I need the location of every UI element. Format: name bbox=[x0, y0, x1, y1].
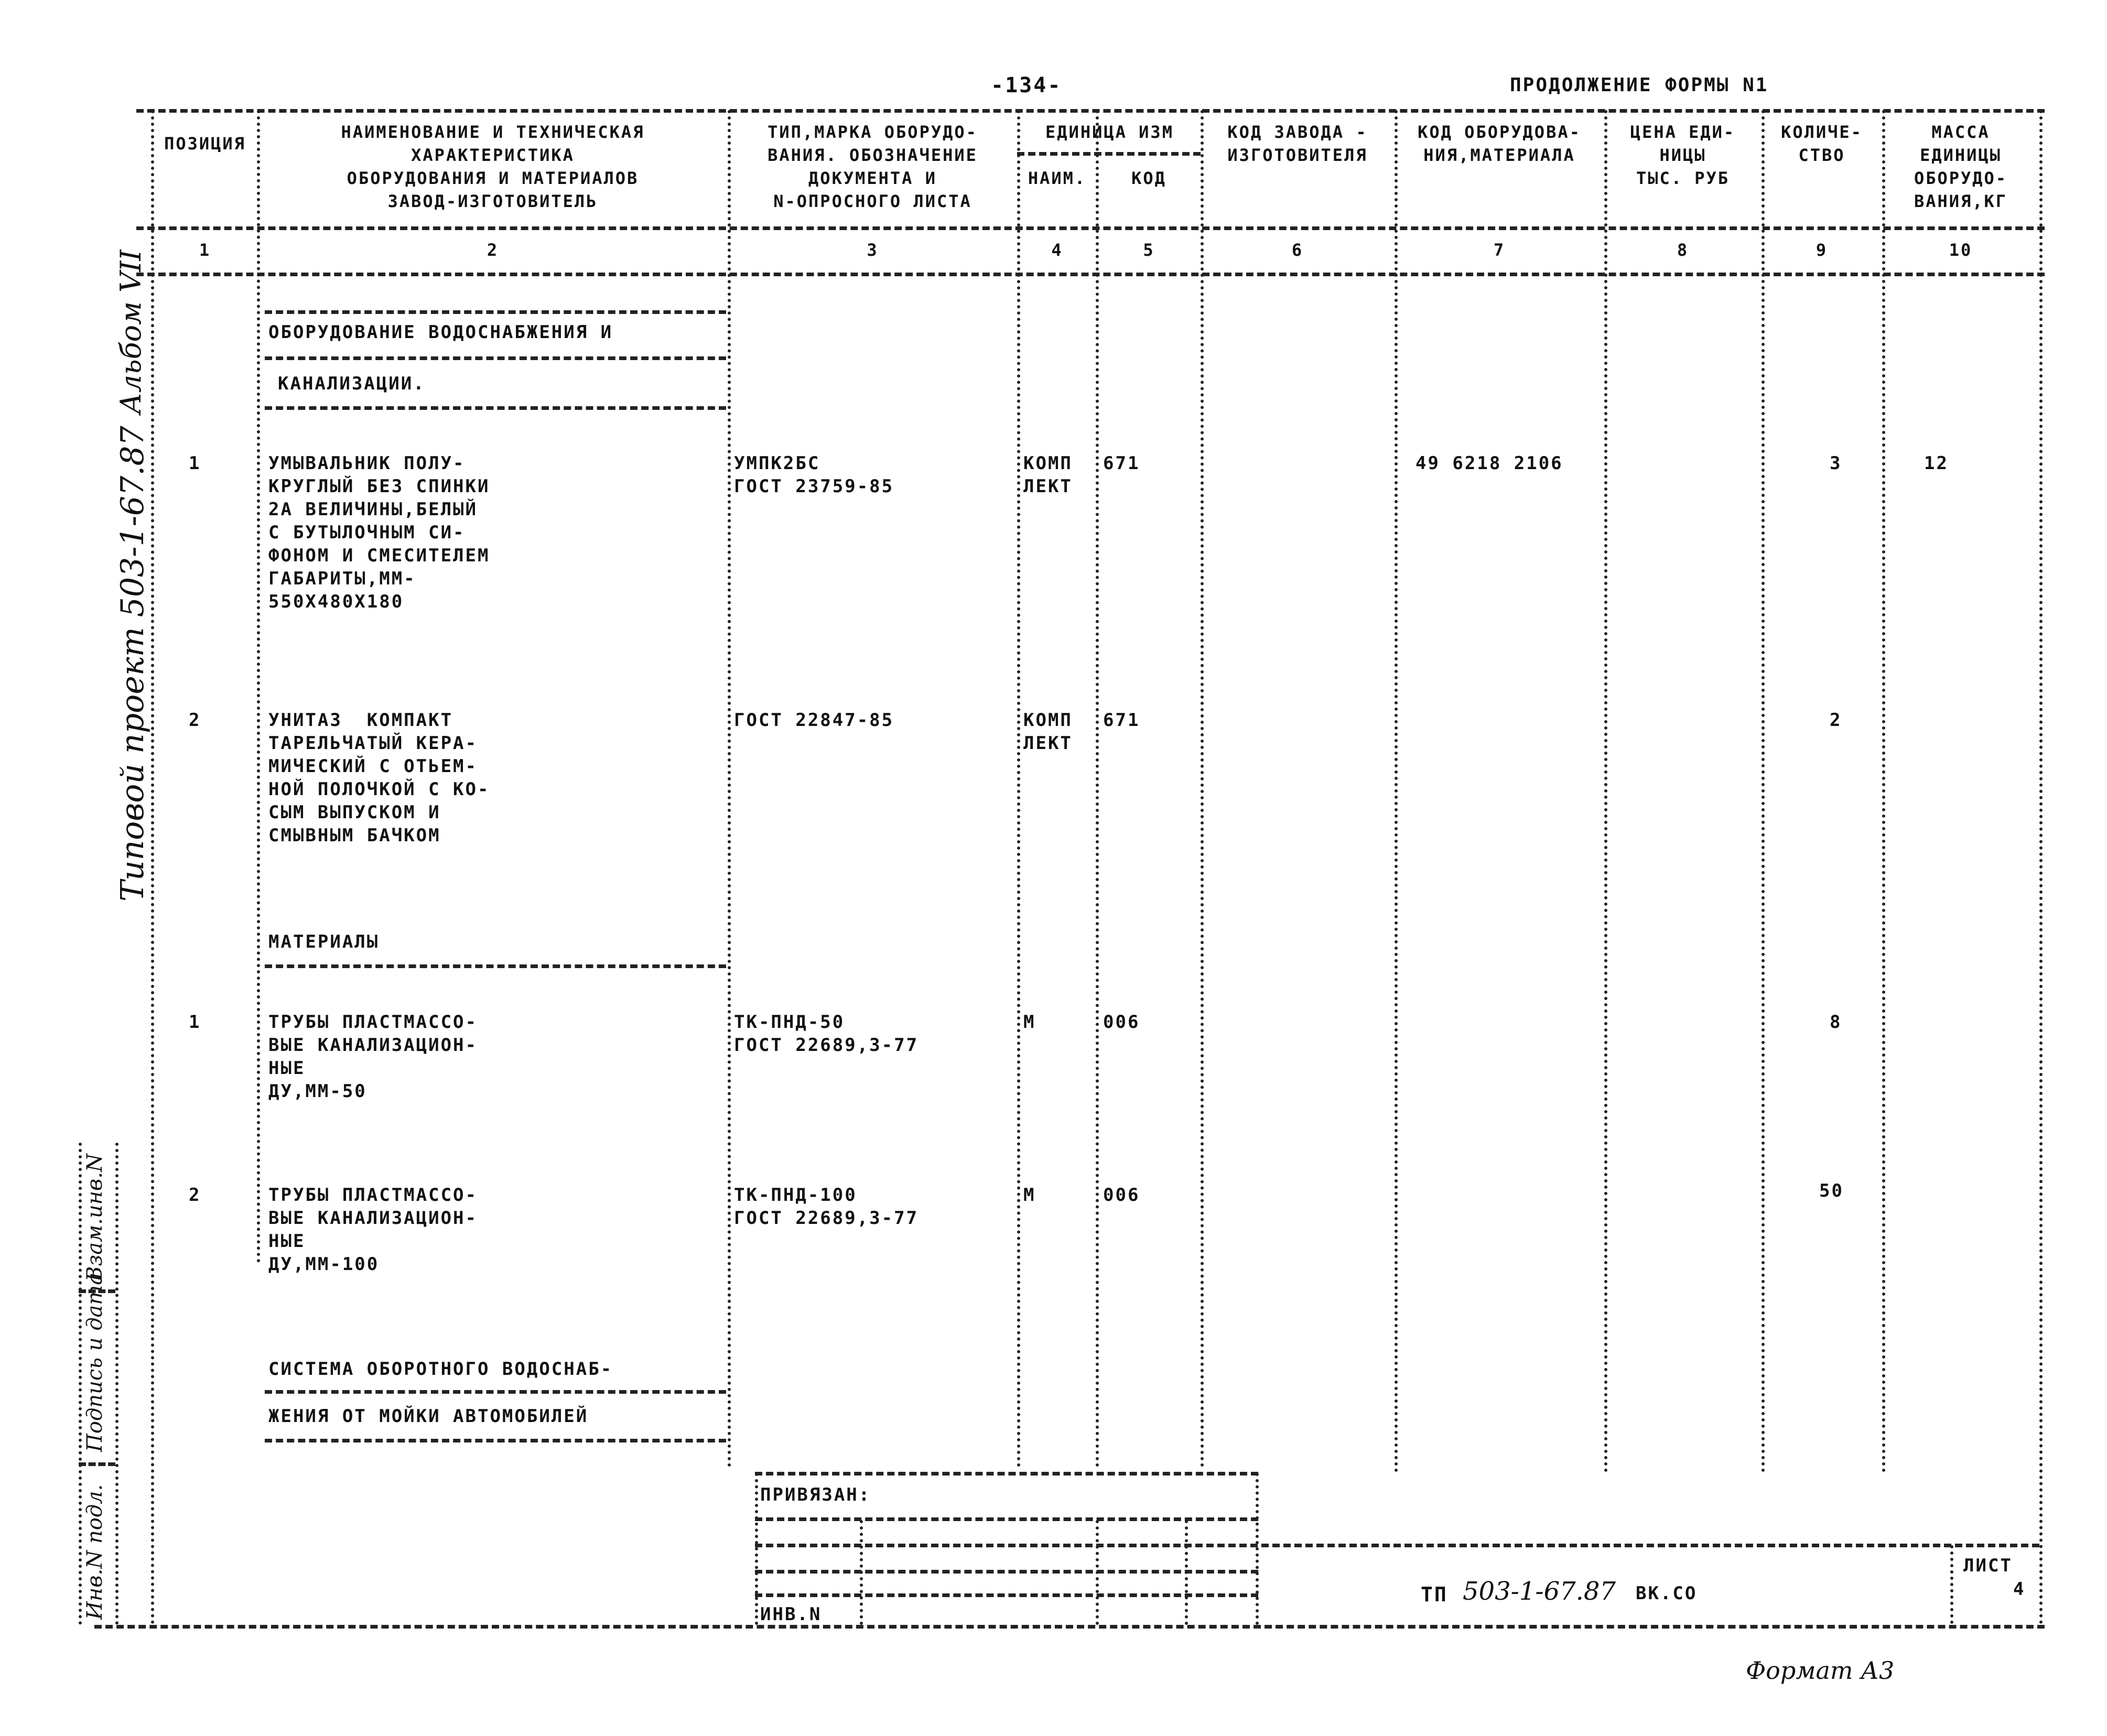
row1-type-line2: ГОСТ 23759-85 bbox=[734, 476, 894, 497]
sheet-label: ЛИСТ bbox=[1963, 1555, 2013, 1576]
column-number-8: 8 bbox=[1677, 240, 1689, 260]
stamp-line-3 bbox=[755, 1544, 2039, 1547]
row1-position: 1 bbox=[189, 453, 201, 474]
header-price-line1: ЦЕНА ЕДИ- bbox=[1630, 122, 1736, 142]
system-title-line2: ЖЕНИЯ ОТ МОЙКИ АВТОМОБИЛЕЙ bbox=[268, 1406, 589, 1427]
stamp-line-1 bbox=[755, 1472, 1258, 1475]
stamp-line-4 bbox=[755, 1570, 1258, 1574]
row1-equipment-code: 49 6218 2106 bbox=[1416, 453, 1563, 474]
col-border-6 bbox=[1395, 110, 1398, 1473]
col-border-5 bbox=[1201, 110, 1204, 1468]
header-equip-code-line1: КОД ОБОРУДОВА- bbox=[1418, 122, 1581, 142]
row2-unit-line2: ЛЕКТ bbox=[1023, 733, 1073, 754]
row4-unit-code: 006 bbox=[1103, 1185, 1140, 1206]
system-box-middle bbox=[265, 1390, 726, 1394]
sheet-number: 4 bbox=[2013, 1579, 2026, 1600]
stamp-col-2 bbox=[860, 1520, 863, 1625]
column-number-10: 10 bbox=[1949, 240, 1973, 260]
stamp-privyazan: ПРИВЯЗАН: bbox=[760, 1484, 871, 1505]
section-box-top bbox=[265, 310, 726, 314]
header-type-line4: N-ОПРОСНОГО ЛИСТА bbox=[773, 191, 972, 211]
header-quantity-line1: КОЛИЧЕ- bbox=[1781, 122, 1863, 142]
side-project-label: Типовой проект 503-1-67.87 bbox=[114, 426, 151, 902]
row1-name-line4: С БУТЫЛОЧНЫМ СИ- bbox=[268, 522, 466, 543]
side-album-label: Альбом VII bbox=[114, 249, 147, 414]
row1-name-line6: ГАБАРИТЫ,ММ- bbox=[268, 568, 416, 589]
header-name-line2: ХАРАКТЕРИСТИКА bbox=[411, 145, 575, 165]
row4-type-line2: ГОСТ 22689,3-77 bbox=[734, 1208, 919, 1229]
row4-quantity: 50 bbox=[1819, 1180, 1844, 1201]
row1-type-line1: УМПК2БС bbox=[734, 453, 820, 474]
sheet-box-left bbox=[1950, 1545, 1953, 1624]
row3-unit: М bbox=[1023, 1012, 1036, 1033]
side-box-left bbox=[79, 1143, 82, 1625]
section-box-bottom bbox=[265, 406, 726, 410]
header-position: ПОЗИЦИЯ bbox=[164, 134, 246, 154]
stamp-col-4 bbox=[1185, 1520, 1188, 1625]
column-number-4: 4 bbox=[1051, 240, 1063, 260]
row1-name-line2: КРУГЛЫЙ БЕЗ СПИНКИ bbox=[268, 476, 490, 497]
row4-unit: М bbox=[1023, 1185, 1036, 1206]
stamp-line-2 bbox=[755, 1517, 1258, 1521]
header-equip-code-line2: НИЯ,МАТЕРИАЛА bbox=[1423, 145, 1575, 165]
row2-position: 2 bbox=[189, 710, 201, 731]
header-separator-line bbox=[136, 226, 2045, 230]
row2-name-line6: СМЫВНЫМ БАЧКОМ bbox=[268, 825, 441, 846]
row2-type-line1: ГОСТ 22847-85 bbox=[734, 710, 894, 731]
col-border-3 bbox=[1017, 110, 1020, 1468]
paper-format: Формат А3 bbox=[1746, 1656, 1895, 1685]
row1-name-line5: ФОНОМ И СМЕСИТЕЛЕМ bbox=[268, 545, 490, 566]
stamp-col-5 bbox=[1256, 1473, 1259, 1625]
row3-name-line1: ТРУБЫ ПЛАСТМАССО- bbox=[268, 1012, 478, 1033]
row1-name-line3: 2А ВЕЛИЧИНЫ,БЕЛЫЙ bbox=[268, 499, 478, 520]
row3-name-line3: НЫЕ bbox=[268, 1058, 306, 1079]
row4-name-line3: НЫЕ bbox=[268, 1231, 306, 1252]
row3-type-line2: ГОСТ 22689,3-77 bbox=[734, 1035, 919, 1056]
row3-type-line1: ТК-ПНД-50 bbox=[734, 1012, 845, 1033]
header-mass-line3: ОБОРУДО- bbox=[1914, 168, 2008, 188]
document-code-suffix: ВК.СО bbox=[1636, 1583, 1698, 1604]
row4-name-line2: ВЫЕ КАНАЛИЗАЦИОН- bbox=[268, 1208, 478, 1229]
stamp-col-1 bbox=[755, 1473, 758, 1625]
materials-underline bbox=[265, 964, 726, 968]
stamp-col-3 bbox=[1096, 1520, 1099, 1625]
header-name-line3: ОБОРУДОВАНИЯ И МАТЕРИАЛОВ bbox=[347, 168, 639, 188]
header-plant-code-line2: ИЗГОТОВИТЕЛЯ bbox=[1227, 145, 1368, 165]
column-numbers-separator-line bbox=[136, 273, 2045, 276]
col-border-7 bbox=[1604, 110, 1607, 1473]
row4-name-line1: ТРУБЫ ПЛАСТМАССО- bbox=[268, 1185, 478, 1206]
row4-type-line1: ТК-ПНД-100 bbox=[734, 1185, 857, 1206]
row1-quantity: 3 bbox=[1830, 453, 1842, 474]
row2-name-line2: ТАРЕЛЬЧАТЫЙ КЕРА- bbox=[268, 733, 478, 754]
header-unit: ЕДИНИЦА ИЗМ bbox=[1045, 122, 1174, 142]
row1-name-line1: УМЫВАЛЬНИК ПОЛУ- bbox=[268, 453, 466, 474]
row2-quantity: 2 bbox=[1830, 710, 1842, 731]
header-plant-code-line1: КОД ЗАВОДА - bbox=[1227, 122, 1368, 142]
column-number-1: 1 bbox=[199, 240, 211, 260]
row4-position: 2 bbox=[189, 1185, 201, 1206]
section-box-middle bbox=[265, 356, 726, 360]
table-top-line bbox=[136, 109, 2045, 113]
side-podpis-data-label: Подпись и дата bbox=[83, 1272, 107, 1452]
row1-name-line7: 550Х480Х180 bbox=[268, 591, 404, 612]
side-box-right bbox=[115, 1143, 118, 1625]
row1-mass: 12 bbox=[1924, 453, 1949, 474]
header-type-line1: ТИП,МАРКА ОБОРУДО- bbox=[768, 122, 978, 142]
row3-name-line2: ВЫЕ КАНАЛИЗАЦИОН- bbox=[268, 1035, 478, 1056]
section-title-line1: ОБОРУДОВАНИЕ ВОДОСНАБЖЕНИЯ И bbox=[268, 322, 613, 343]
column-number-9: 9 bbox=[1816, 240, 1828, 260]
header-unit-name: НАИМ. bbox=[1028, 168, 1087, 188]
row3-name-line4: ДУ,ММ-50 bbox=[268, 1081, 367, 1102]
header-mass-line2: ЕДИНИЦЫ bbox=[1920, 145, 2002, 165]
header-name-line1: НАИМЕНОВАНИЕ И ТЕХНИЧЕСКАЯ bbox=[341, 122, 645, 142]
page-number: -134- bbox=[991, 73, 1062, 97]
materials-title: МАТЕРИАЛЫ bbox=[268, 931, 380, 952]
col-border-right bbox=[2039, 110, 2043, 1625]
row4-name-line4: ДУ,ММ-100 bbox=[268, 1254, 380, 1275]
col-border-9 bbox=[1882, 110, 1885, 1473]
col-border-2 bbox=[728, 110, 731, 1468]
unit-subheader-line bbox=[1017, 152, 1201, 156]
side-box-divider-1 bbox=[79, 1289, 115, 1293]
system-box-bottom bbox=[265, 1439, 726, 1442]
column-number-3: 3 bbox=[867, 240, 879, 260]
side-inv-podl-label: Инв.N подл. bbox=[83, 1484, 107, 1620]
column-number-2: 2 bbox=[487, 240, 499, 260]
row2-name-line5: СЫМ ВЫПУСКОМ И bbox=[268, 802, 441, 823]
header-mass-line4: ВАНИЯ,КГ bbox=[1914, 191, 2008, 211]
side-vzam-inv-label: Взам.инв.N bbox=[83, 1153, 107, 1282]
header-quantity-line2: СТВО bbox=[1798, 145, 1845, 165]
row1-unit-code: 671 bbox=[1103, 453, 1140, 474]
row1-unit-line2: ЛЕКТ bbox=[1023, 476, 1073, 497]
form-continuation: ПРОДОЛЖЕНИЕ ФОРМЫ N1 bbox=[1510, 74, 1769, 96]
row3-position: 1 bbox=[189, 1012, 201, 1033]
header-mass-line1: МАССА bbox=[1931, 122, 1990, 142]
col-border-8 bbox=[1762, 110, 1765, 1473]
section-title-line2: КАНАЛИЗАЦИИ. bbox=[278, 373, 426, 394]
system-title-line1: СИСТЕМА ОБОРОТНОГО ВОДОСНАБ- bbox=[268, 1359, 613, 1380]
col-border-1 bbox=[257, 110, 260, 1263]
header-type-line2: ВАНИЯ. ОБОЗНАЧЕНИЕ bbox=[768, 145, 978, 165]
col-border-left bbox=[151, 110, 154, 1625]
side-box-divider-2 bbox=[79, 1462, 115, 1466]
header-type-line3: ДОКУМЕНТА И bbox=[808, 168, 937, 188]
row2-name-line4: НОЙ ПОЛОЧКОЙ С КО- bbox=[268, 779, 490, 800]
row2-name-line3: МИЧЕСКИЙ С ОТЬЕМ- bbox=[268, 756, 478, 777]
document-code-prefix: ТП bbox=[1421, 1583, 1448, 1606]
row3-unit-code: 006 bbox=[1103, 1012, 1140, 1033]
header-price-line3: ТЫС. РУБ bbox=[1636, 168, 1730, 188]
header-name-line4: ЗАВОД-ИЗГОТОВИТЕЛЬ bbox=[387, 191, 598, 211]
row2-name-line1: УНИТАЗ КОМПАКТ bbox=[268, 710, 453, 731]
table-bottom-line bbox=[94, 1625, 2045, 1629]
header-price-line2: НИЦЫ bbox=[1659, 145, 1706, 165]
document-code: 503-1-67.87 bbox=[1463, 1577, 1616, 1606]
row2-unit-line1: КОМП bbox=[1023, 710, 1073, 731]
stamp-line-5 bbox=[755, 1593, 1258, 1597]
col-border-4 bbox=[1096, 110, 1099, 1468]
column-number-6: 6 bbox=[1291, 240, 1304, 260]
row3-quantity: 8 bbox=[1830, 1012, 1842, 1033]
stamp-inv-number: ИНВ.N bbox=[760, 1604, 822, 1625]
column-number-7: 7 bbox=[1493, 240, 1506, 260]
row2-unit-code: 671 bbox=[1103, 710, 1140, 731]
column-number-5: 5 bbox=[1143, 240, 1155, 260]
row1-unit-line1: КОМП bbox=[1023, 453, 1073, 474]
header-unit-code: КОД bbox=[1131, 168, 1166, 188]
